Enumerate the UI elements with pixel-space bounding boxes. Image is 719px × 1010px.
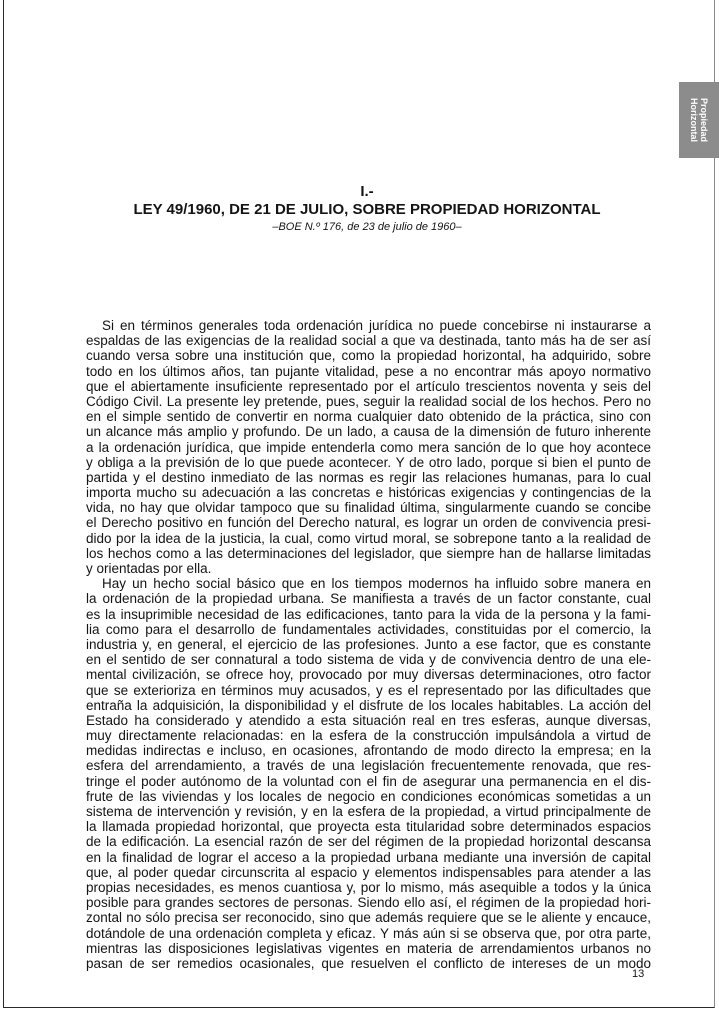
body-line: propias necesidades, es menos cuantiosa y, por lo mismo, más asequible a todos y la única	[86, 879, 651, 895]
body-line: que se exterioriza en términos muy acusados, y es el representado por las dificultades que	[86, 682, 651, 698]
body-line: la ordenación de la propiedad urbana. Se manifiesta a través de un factor constante, cual	[86, 591, 651, 607]
body-line: pasan de ser remedios ocasionales, que resuelven el conflicto de intereses de un modo	[86, 955, 651, 971]
body-line: zontal no sólo precisa ser reconocido, sino que además requiere que se le aliente y encauce,	[86, 910, 651, 926]
body-line: Código Civil. La presente ley pretende, pues, seguir la realidad social de los hechos. Pero no	[86, 393, 651, 409]
body-line: importa mucho su adecuación a las concretas e históricas exigencias y contingencias de la	[86, 485, 651, 501]
body-line: en el sentido de ser connatural a todo sistema de vida y de convivencia dentro de una ele-	[86, 652, 651, 668]
body-line: Si en términos generales toda ordenación jurídica no puede concebirse ni instaurarse a	[102, 318, 651, 333]
law-title: LEY 49/1960, DE 21 DE JULIO, SOBRE PROPIEDAD HORIZONTAL	[133, 201, 601, 218]
body-text	[86, 318, 651, 971]
body-line: en el simple sentido de convertir en norma cualquier dato obtenido de la práctica, sino con	[86, 409, 651, 425]
body-line: es la insuprimible necesidad de las edificaciones, tanto para la vida de la persona y la fami-	[86, 606, 651, 622]
body-line: en la finalidad de lograr el acceso a la propiedad urbana mediante una inversión de capital	[86, 849, 651, 865]
body-line: Hay un hecho social básico que en los tiempos modernos ha influido sobre manera en	[102, 576, 651, 592]
body-line: y obliga a la previsión de lo que puede acontecer. Y de otro lado, porque si bien el punto de	[86, 454, 651, 470]
body-line: muy directamente relacionadas: en la esfera de la construcción impulsándola a virtud de	[86, 728, 651, 744]
section-tab-line-1: Propiedad	[699, 97, 709, 143]
body-line: partida y el destino inmediato de las normas es regir las relaciones humanas, para lo cual	[86, 469, 651, 485]
body-line: Estado ha considerado y atendido a esta situación real en tres esferas, aunque diversas,	[86, 712, 651, 728]
body-line: todo en los últimos años, tan pujante vitalidad, pese a no encontrar más apoyo normativo	[86, 363, 651, 379]
body-line: cuando versa sobre una institución que, como la propiedad horizontal, ha adquirido, sobre	[86, 348, 651, 364]
body-line: a la ordenación jurídica, que impide entenderla como mera sanción de lo que hoy acontece	[86, 439, 651, 455]
body-line: que, al poder quedar circunscrita al espacio y elementos indispensables para atender a las	[86, 864, 651, 880]
section-tab-line-2: Horizontal	[689, 97, 699, 142]
body-line: la llamada propiedad horizontal, que proyecta esta titularidad sobre determinados espacios	[86, 819, 651, 835]
body-line: que el abiertamente insuficiente representado por el artículo trescientos noventa y seis del	[86, 378, 651, 394]
body-line: los hechos como a las determinaciones del legislador, que siempre han de hallarse limitadas	[86, 545, 651, 561]
section-tab	[679, 82, 719, 158]
body-line: y orientadas por ella.	[86, 561, 212, 576]
section-tab-label	[689, 98, 709, 142]
chapter-number: I.-	[360, 183, 374, 200]
body-line: posible para grandes sectores de personas. Siendo ello así, el régimen de la propiedad hori-	[86, 895, 651, 911]
body-line: mental civilización, se ofrece hoy, provocado por muy diversas determinaciones, otro factor	[86, 667, 651, 683]
body-line: dido por la idea de la justicia, la cual, como virtud moral, se sobrepone tanto a la realidad de	[86, 530, 651, 546]
body-line: tringe el poder autónomo de la voluntad con el fin de asegurar una permanencia en el dis-	[86, 773, 651, 789]
body-line: entraña la adquisición, la disponibilidad y el disfrute de los locales habitables. La acción del	[86, 697, 651, 713]
body-line: lia como para el desarrollo de fundamentales actividades, constituidas por el comercio, la	[86, 621, 651, 637]
body-line: esfera del arrendamiento, a través de una legislación frecuentemente renovada, que res-	[86, 758, 651, 774]
page-number: 13	[632, 968, 645, 980]
body-line: un alcance más amplio y profundo. De un lado, a causa de la dimensión de futuro inherente	[86, 424, 651, 440]
body-line: vida, no hay que olvidar tampoco que su finalidad última, singularmente cuando se concibe	[86, 500, 651, 516]
body-line: industria y, en general, el ejercicio de las profesiones. Junto a ese factor, que es constante	[86, 636, 651, 652]
body-line: medidas indirectas e incluso, en ocasiones, afrontando de modo directo la empresa; en la	[86, 743, 651, 759]
body-line: mientras las disposiciones legislativas vigentes en materia de arrendamientos urbanos no	[86, 940, 651, 956]
body-line: frute de las viviendas y los locales de negocio en condiciones económicas sometidas a un	[86, 788, 651, 804]
body-line: de la edificación. La esencial razón de ser del régimen de la propiedad horizontal descansa	[86, 834, 651, 850]
body-line: el Derecho positivo en función del Derecho natural, es lograr un orden de convivencia presi-	[86, 515, 651, 531]
body-line: sistema de intervención y revisión, y en la esfera de la propiedad, a virtud principalmente de	[86, 804, 651, 819]
law-source: –BOE N.º 176, de 23 de julio de 1960–	[272, 221, 462, 233]
body-line: dotándole de una ordenación completa y eficaz. Y más aún si se observa que, por otra parte,	[86, 925, 651, 941]
body-line: espaldas de las exigencias de la realidad social a que va destinada, tanto más ha de ser así	[86, 333, 651, 349]
